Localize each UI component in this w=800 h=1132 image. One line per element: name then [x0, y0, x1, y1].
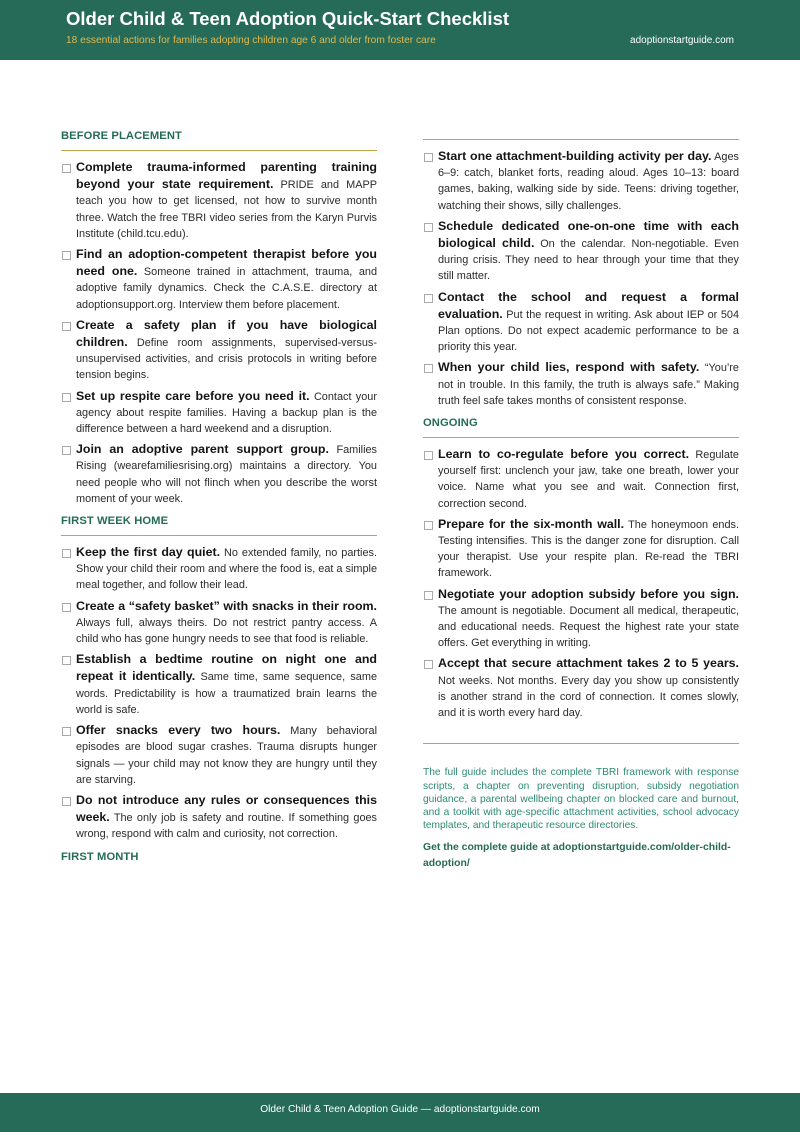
checkbox-icon[interactable] — [62, 251, 71, 260]
item-body: Someone trained in attachment, trauma, and adoptive family dynamics. Check the C.A.S.E. directory at adoptionsupport.org. Interview them before placement. — [76, 266, 377, 311]
item-text — [76, 388, 377, 438]
item-heading: Set up respite care before you need it. — [76, 388, 310, 403]
checkbox-icon[interactable] — [62, 603, 71, 612]
item-text — [438, 446, 739, 512]
checkbox-icon[interactable] — [424, 451, 433, 460]
checkbox-icon[interactable] — [424, 660, 433, 669]
checkbox-icon[interactable] — [424, 521, 433, 530]
checkbox-icon[interactable] — [62, 656, 71, 665]
item-body: Many behavioral episodes are blood sugar crashes. Trauma disrupts hunger signals — your child may not know they are hungry until they are starving. — [76, 725, 378, 786]
checklist-item — [423, 655, 739, 721]
checkbox-icon[interactable] — [62, 549, 71, 558]
footer-text: Older Child & Teen Adoption Guide — adoptionstartguide.com — [260, 1104, 540, 1115]
checklist-first-week-home — [61, 544, 377, 842]
right-column — [423, 139, 739, 872]
checklist-item — [61, 246, 377, 313]
section-title-first-month: FIRST MONTH — [61, 850, 139, 863]
item-text — [76, 544, 377, 594]
item-body: Put the request in writing. Ask about IEP or 504 Plan options. Do not expect academic performance to be a priority this year. — [438, 308, 739, 354]
checklist-first-month — [423, 148, 739, 409]
item-text — [438, 218, 739, 285]
item-body: The amount is negotiable. Document all medical, therapeutic, and educational needs. Request the highest rate your state offers. Get everything in writing. — [438, 604, 739, 650]
item-heading: Negotiate your adoption subsidy before you sign. — [438, 586, 739, 601]
site-domain: adoptionstartguide.com — [630, 35, 734, 46]
item-heading: Find an adoption-competent therapist before you need one. — [76, 247, 377, 279]
checklist-item — [61, 722, 377, 788]
promo-box — [423, 743, 739, 871]
section-divider — [423, 139, 739, 140]
item-heading: Do not introduce any rules or consequences this week. — [76, 792, 377, 825]
item-text — [76, 651, 377, 718]
checkbox-icon[interactable] — [62, 797, 71, 806]
item-text — [438, 148, 739, 214]
item-heading: Contact the school and request a formal evaluation. — [438, 289, 739, 321]
item-body: Regulate yourself first: unclench your jaw, take one breath, lower your voice. Name what you see and wait. Connection first, correction second. — [438, 449, 739, 510]
checklist-item — [61, 544, 377, 594]
item-heading: When your child lies, respond with safety. — [438, 360, 700, 375]
item-body: PRIDE and MAPP teach you how to get licensed, not how to survive month three. Watch the free TBRI video series from the Karyn Purvis Institute (child.tcu.edu). — [76, 179, 377, 240]
promo-text: The full guide includes the complete TBRI framework with response scripts, a chapter on preventing disruption, subsidy negotiation guidance, a parental wellbeing chapter on blocked care and burnout, and a toolkit with age-specific attachment activities, school advocacy templates, and therapeutic resource directories. — [423, 767, 739, 832]
checklist-item — [423, 289, 739, 356]
item-body: Contact your agency about respite families. Having a backup plan is the difference between a hard weekend and a disruption. — [76, 390, 377, 436]
checklist-item — [61, 792, 377, 843]
item-text — [76, 792, 377, 843]
item-text — [76, 722, 377, 788]
item-heading: Join an adoptive parent support group. — [76, 442, 329, 457]
item-text — [76, 246, 377, 313]
checklist-ongoing — [423, 446, 739, 721]
item-text — [438, 586, 739, 652]
item-body: “You’re not in trouble. In this family, the truth is always safe.” Making truth feel safe takes months of consistent response. — [438, 362, 739, 407]
item-heading: Start one attachment-building activity per day. — [438, 149, 712, 163]
checklist-item — [61, 159, 377, 242]
checklist-item — [423, 359, 739, 409]
item-text — [76, 598, 377, 648]
item-body: Ages 6–9: catch, blanket forts, reading aloud. Ages 10–13: board games, baking, walking side by side. Teens: driving together, watching their shows, silly challenges. — [438, 151, 739, 212]
checklist-before-placement — [61, 159, 377, 507]
checkbox-icon[interactable] — [424, 364, 433, 373]
checklist-item — [61, 598, 377, 648]
checklist-item — [423, 218, 739, 285]
item-text — [438, 655, 739, 721]
checkbox-icon[interactable] — [62, 322, 71, 331]
item-body: Same time, same sequence, same words. Predictability is how a traumatized brain learns the world is safe. — [76, 671, 377, 716]
item-heading: Prepare for the six-month wall. — [438, 516, 625, 531]
checklist-item — [61, 317, 377, 384]
guide-link[interactable]: Get the complete guide at adoptionstartguide.com/older-child-adoption/ — [423, 841, 731, 869]
checkbox-icon[interactable] — [424, 223, 433, 232]
item-text — [76, 159, 377, 242]
checklist-item — [423, 148, 739, 214]
item-text — [438, 289, 739, 356]
page-subtitle: 18 essential actions for families adopting children age 6 and older from foster care — [66, 35, 436, 46]
item-heading: Schedule dedicated one-on-one time with each biological child. — [438, 218, 739, 251]
item-text — [438, 359, 739, 409]
item-heading: Keep the first day quiet. — [76, 545, 221, 560]
item-body: On the calendar. Non-negotiable. Even during crisis. They need to hear through your time that they still matter. — [438, 238, 739, 283]
checklist-item — [423, 586, 739, 652]
item-text — [76, 317, 377, 384]
page-title: Older Child & Teen Adoption Quick-Start Checklist — [66, 8, 510, 29]
item-body: No extended family, no parties. Show your child their room and where the food is, eat a simple meal together, and follow their lead. — [76, 547, 377, 592]
item-body: Always full, always theirs. Do not restrict pantry access. A child who has gone hungry needs to see that food is reliable. — [76, 616, 377, 646]
item-text — [76, 441, 377, 507]
checkbox-icon[interactable] — [424, 153, 433, 162]
section-title-first-week-home: FIRST WEEK HOME — [61, 515, 169, 528]
item-body: Families Rising (wearefamiliesrising.org) maintains a directory. You need people who will not flinch when you describe the worst moment of your week. — [76, 444, 377, 505]
item-body: Define room assignments, supervised-versus-unsupervised activities, and crisis protocols in writing before tension begins. — [76, 337, 377, 382]
section-divider — [61, 150, 377, 151]
section-title-ongoing: ONGOING — [423, 417, 478, 430]
section-divider — [61, 535, 377, 536]
checkbox-icon[interactable] — [62, 164, 71, 173]
item-body: The only job is safety and routine. If something goes wrong, respond with calm and curiosity, not correction. — [76, 812, 377, 841]
item-body: Not weeks. Not months. Every day you show up consistently is another strand in the cord of connection. It comes slowly, and it is worth every hard day. — [438, 674, 739, 720]
checklist-item — [423, 446, 739, 512]
item-heading: Create a safety plan if you have biological children. — [76, 317, 377, 350]
checkbox-icon[interactable] — [424, 294, 433, 303]
item-text — [438, 516, 739, 582]
checklist-item — [61, 388, 377, 438]
item-heading: Offer snacks every two hours. — [76, 723, 281, 738]
item-body: The honeymoon ends. Testing intensifies. This is the danger zone for disruption. Call your therapist. Use your respite plan. Re-read the TBRI framework. — [438, 518, 739, 580]
item-heading: Establish a bedtime routine on night one and repeat it identically. — [76, 652, 377, 684]
checklist-item — [61, 441, 377, 507]
checkbox-icon[interactable] — [62, 393, 71, 402]
checklist-item — [423, 516, 739, 582]
checkbox-icon[interactable] — [424, 591, 433, 600]
section-title-before-placement: BEFORE PLACEMENT — [61, 130, 182, 142]
item-heading: Accept that secure attachment takes 2 to 5 years. — [438, 656, 739, 671]
left-column — [61, 128, 377, 874]
section-divider — [423, 437, 739, 438]
checkbox-icon[interactable] — [62, 727, 71, 736]
item-heading: Complete trauma-informed parenting training beyond your state requirement. — [76, 160, 377, 192]
page-header — [0, 0, 800, 60]
checkbox-icon[interactable] — [62, 446, 71, 455]
item-heading: Learn to co-regulate before you correct. — [438, 447, 690, 462]
item-heading: Create a “safety basket” with snacks in their room. — [76, 598, 377, 613]
page-footer — [0, 1093, 800, 1132]
checklist-item — [61, 651, 377, 718]
